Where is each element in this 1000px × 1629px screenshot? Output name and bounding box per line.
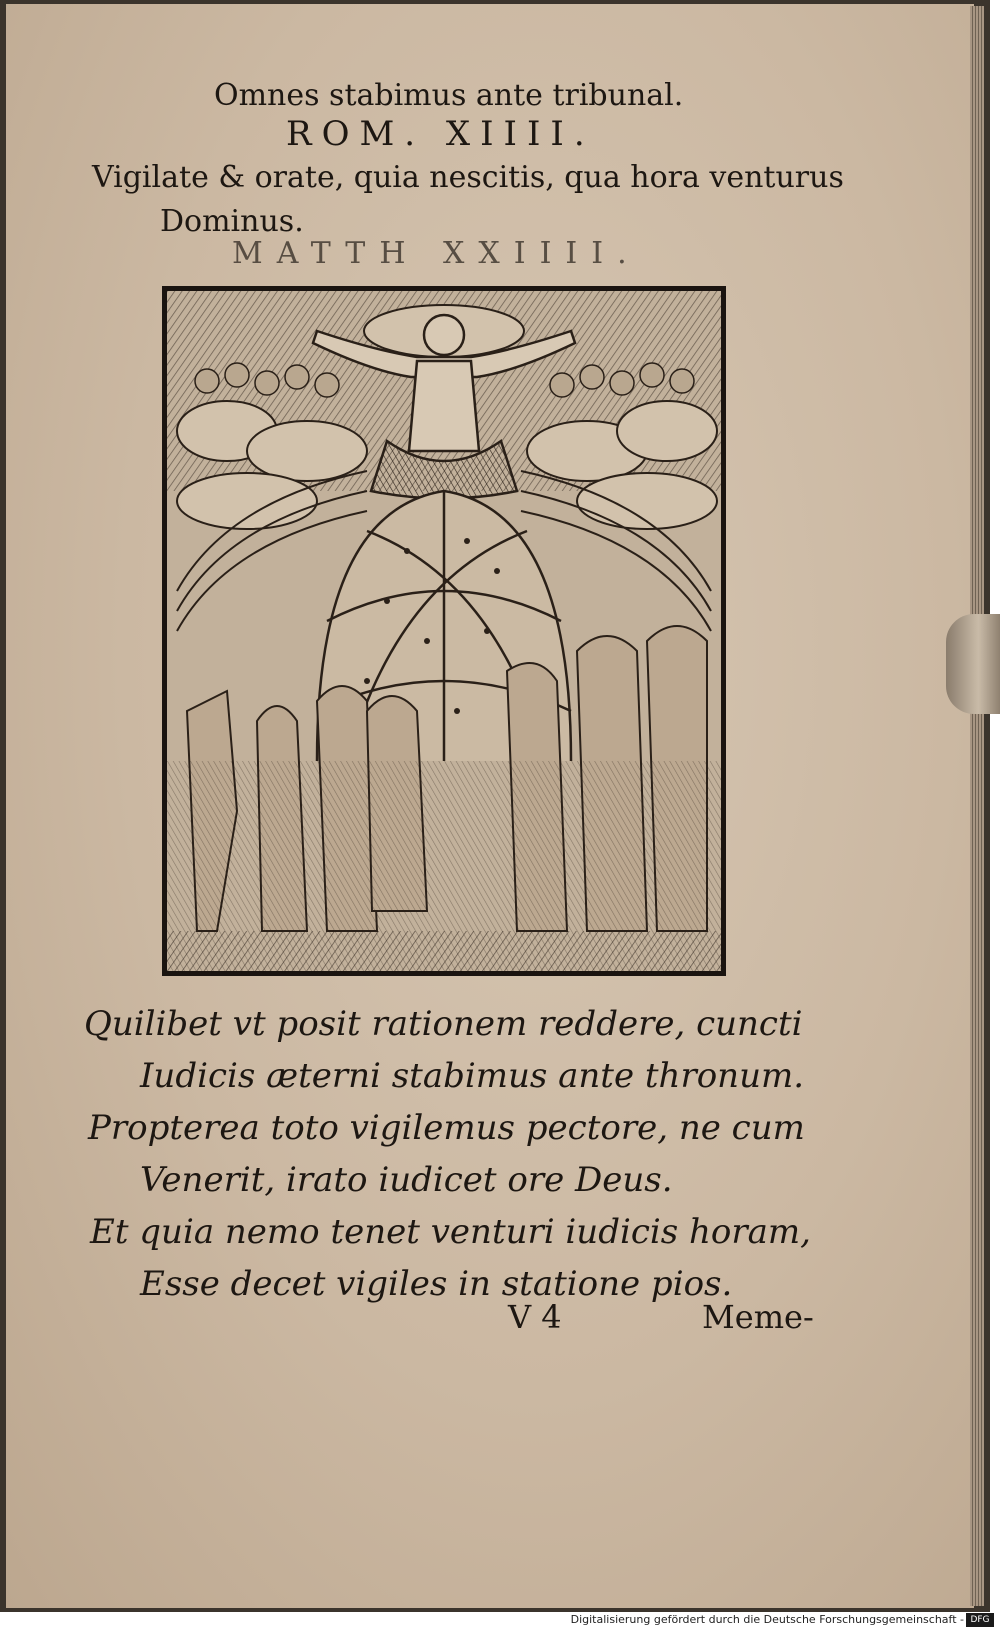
heading-line-1: Omnes stabimus ante tribunal.	[214, 78, 684, 113]
verse-line-2: Iudicis æterni stabimus ante thronum.	[140, 1056, 805, 1096]
dfg-logo: DFG	[966, 1613, 994, 1627]
heading-line-5: MATTH XXIIII.	[232, 236, 641, 271]
heading-line-2: ROM. XIIII.	[286, 114, 595, 154]
verse-line-4: Venerit, irato iudicet ore Deus.	[140, 1160, 673, 1200]
book-clasp	[946, 614, 1000, 714]
heading-line-4: Dominus.	[160, 204, 304, 239]
last-judgment-woodcut	[162, 286, 726, 976]
verse-line-3: Propterea toto vigilemus pectore, ne cum	[88, 1108, 805, 1148]
funding-credit: Digitalisierung gefördert durch die Deutsche Forschungsgemeinschaft -	[570, 1613, 964, 1626]
verse-line-5: Et quia nemo tenet venturi iudicis horam,	[90, 1212, 811, 1252]
woodcut-illustration	[167, 291, 721, 971]
verse-line-6: Esse decet vigiles in statione pios.	[140, 1264, 733, 1304]
page-stack-edge	[970, 6, 984, 1606]
catchword: Meme-	[702, 1298, 814, 1336]
heading-line-3: Vigilate & orate, quia nescitis, qua hora venturus	[92, 160, 844, 195]
verse-line-1: Quilibet vt posit rationem reddere, cuncti	[84, 1004, 803, 1044]
signature-mark: V 4	[508, 1298, 562, 1336]
digitization-footer	[0, 1612, 1000, 1629]
